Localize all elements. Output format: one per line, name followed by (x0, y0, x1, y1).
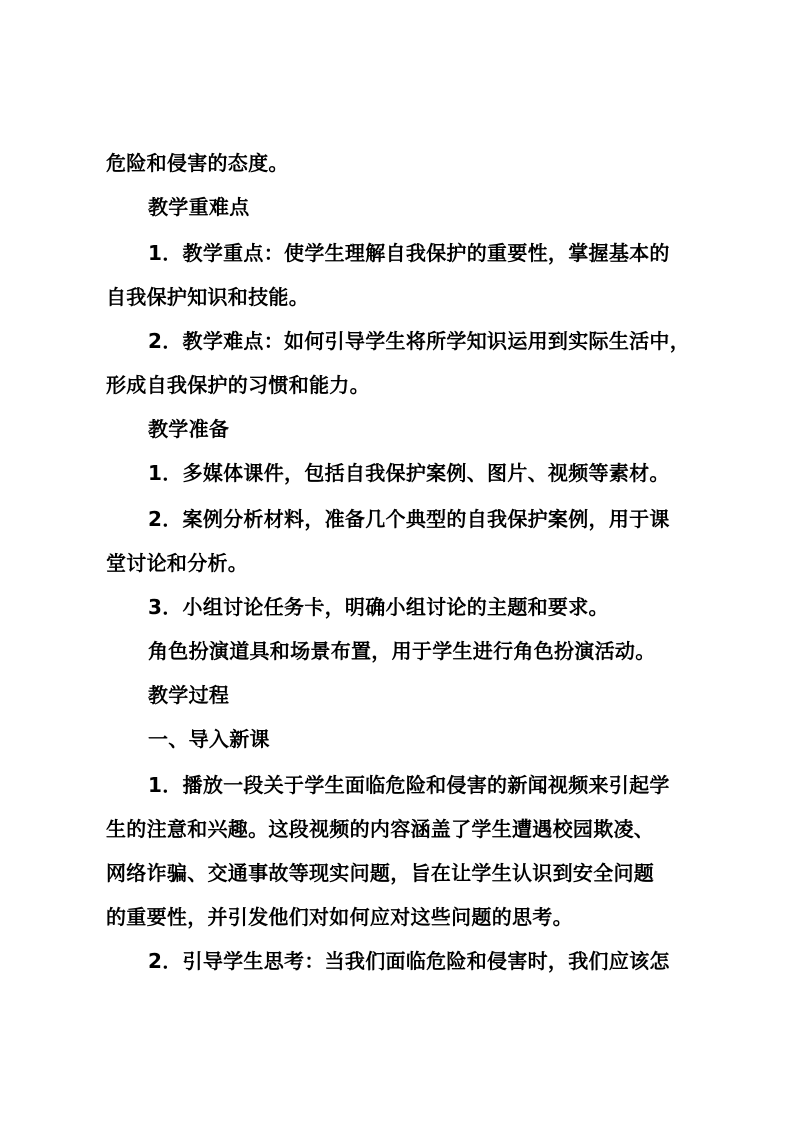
text-line: 角色扮演道具和场景布置，用于学生进行角色扮演活动。 (148, 639, 656, 663)
section-heading-difficulties: 教学重难点 (148, 195, 250, 219)
text-line: 2．案例分析材料，准备几个典型的自我保护案例，用于课 (148, 507, 670, 531)
text-line: 2．教学难点：如何引导学生将所学知识运用到实际生活中， (148, 329, 691, 353)
text-line: 危险和侵害的态度。 (106, 151, 289, 175)
text-line: 形成自我保护的习惯和能力。 (106, 373, 370, 397)
text-line: 堂讨论和分析。 (106, 551, 249, 575)
subsection-heading-introduction: 一、导入新课 (148, 727, 270, 751)
text-line: 的重要性，并引发他们对如何应对这些问题的思考。 (106, 905, 573, 929)
text-line: 网络诈骗、交通事故等现实问题，旨在让学生认识到安全问题 (106, 861, 655, 885)
text-line: 1．多媒体课件，包括自我保护案例、图片、视频等素材。 (148, 461, 670, 485)
text-line: 3．小组讨论任务卡，明确小组讨论的主题和要求。 (148, 595, 609, 619)
text-line: 自我保护知识和技能。 (106, 285, 309, 309)
section-heading-preparation: 教学准备 (148, 417, 230, 441)
text-line: 生的注意和兴趣。这段视频的内容涵盖了学生遭遇校园欺凌、 (106, 817, 655, 841)
section-heading-process: 教学过程 (148, 683, 230, 707)
text-line: 2．引导学生思考：当我们面临危险和侵害时，我们应该怎 (148, 949, 670, 973)
text-line: 1．播放一段关于学生面临危险和侵害的新闻视频来引起学 (148, 773, 670, 797)
text-line: 1．教学重点：使学生理解自我保护的重要性，掌握基本的 (148, 241, 670, 265)
